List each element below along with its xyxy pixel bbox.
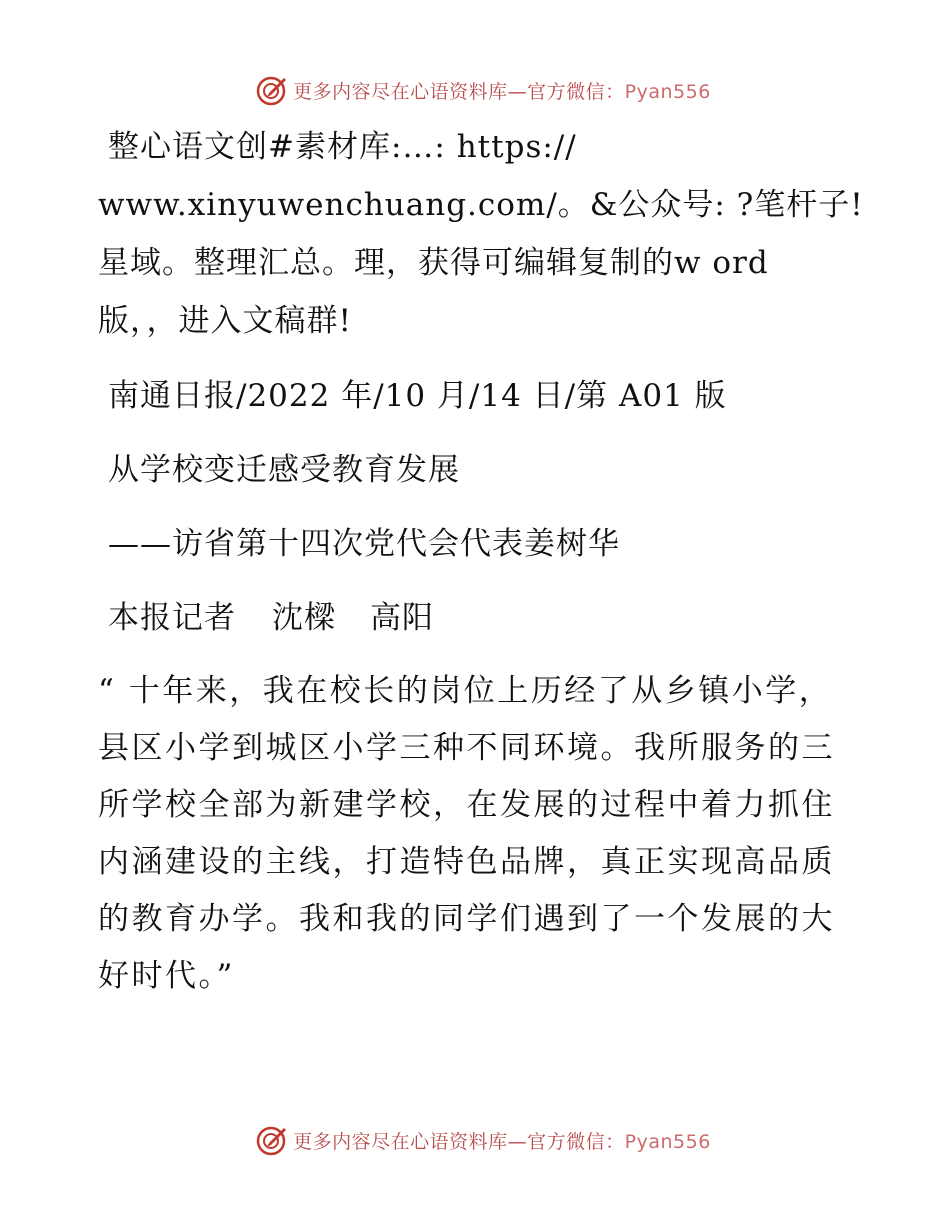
brand-logo-icon: [255, 73, 289, 107]
intro-line-1: 整心语文创#素材库:…: https://: [108, 129, 577, 165]
article-subtitle: ——访省第十四次党代会代表姜树华: [108, 526, 620, 562]
footer-banner-content: [255, 1123, 711, 1157]
footer-banner-text: 更多内容尽在心语资料库—官方微信：Pyan556: [293, 1130, 711, 1153]
brand-logo-icon: [255, 1123, 289, 1157]
header-banner-text: 更多内容尽在心语资料库—官方微信：Pyan556: [293, 80, 711, 103]
intro-line-4: 版，，进入文稿群!: [98, 303, 352, 339]
article-source: 南通日报/2022 年/10 月/14 日/第 A01 版: [108, 378, 727, 414]
article-body: “ 十年来，我在校长的岗位上历经了从乡镇小学，县区小学到城区小学三种不同环境。我所服务的三所学校全部为新建学校，在发展的过程中着力抓住内涵建设的主线，打造特色品牌，真正实现高品质的教育办学。我和我的同学们遇到了一个发展的大好时代。”: [98, 673, 835, 994]
byline-name-2: 高阳: [370, 600, 434, 636]
wechat-id: Pyan556: [624, 1130, 711, 1153]
footer-banner: [0, 1120, 950, 1160]
header-banner-content: [255, 73, 711, 107]
wechat-id: Pyan556: [624, 80, 711, 103]
article-byline: [108, 598, 434, 638]
intro-line-2: www.xinyuwenchuang.com/。&公众号: ?笔杆子!: [98, 187, 864, 223]
header-banner: [0, 70, 950, 110]
byline-name-1: 沈樑: [272, 600, 336, 636]
article-title: 从学校变迁感受教育发展: [108, 452, 460, 488]
intro-line-3: 星域。整理汇总。理，获得可编辑复制的w ord: [98, 245, 769, 281]
byline-prefix: 本报记者: [108, 600, 236, 636]
